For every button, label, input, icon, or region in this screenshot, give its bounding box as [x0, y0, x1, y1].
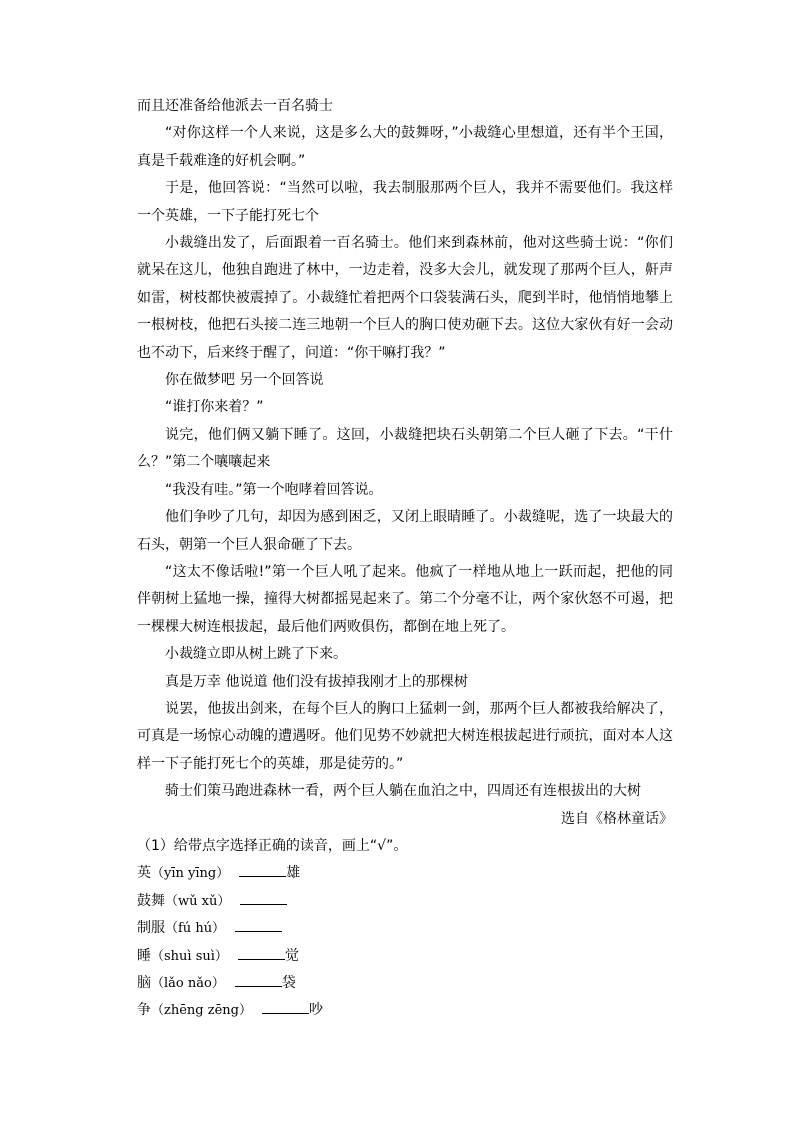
- paragraph: 而且还准备给他派去一百名骑士: [137, 98, 333, 114]
- word-suffix: 吵: [308, 1002, 323, 1019]
- source-citation: 选自《格林童话》: [561, 810, 673, 827]
- pinyin-options: （zhēng zēng）: [151, 1003, 252, 1019]
- answer-blank[interactable]: [262, 999, 309, 1014]
- paragraph: 于是，他回答说：“当然可以啦，我去制服那两个巨人，我并不需要他们。我这样一个英雄，一下子能打死七个: [137, 180, 673, 224]
- pinyin-options: （lǎo nǎo）: [151, 976, 225, 991]
- answer-blank[interactable]: [240, 890, 287, 905]
- paragraph: 说完，他们俩又躺下睡了。这回，小裁缝把块石头朝第二个巨人砸了下去。“干什么？”第二个嚷嚷起来: [137, 426, 673, 471]
- paragraph: “谁打你来着？”: [165, 399, 264, 416]
- answer-blank[interactable]: [238, 945, 285, 960]
- word: 制服: [137, 920, 165, 937]
- document-page: [137, 93, 673, 1025]
- answer-blank[interactable]: [239, 862, 286, 877]
- paragraph: 他们争吵了几句，却因为感到困乏，又闭上眼睛睡了。小裁缝呢，选了一块最大的石头，朝第一个巨人狠命砸了下去。: [137, 509, 673, 553]
- word: 英: [137, 865, 151, 882]
- question-item: [137, 888, 673, 915]
- paragraph: 说罢，他拔出剑来，在每个巨人的胸口上猛刺一剑，那两个巨人都被我给解决了，可真是一场惊心动魄的遭遇呀。他们见势不妙就把大树连根拔起进行顽抗，面对本人这样一下子能打死七个的英雄，那是徒劳的。”: [137, 700, 673, 772]
- paragraph: 骑士们策马跑进森林一看，两个巨人躺在血泊之中，四周还有连根拔出的大树: [165, 783, 641, 800]
- question-prompt: （1）给带点字选择正确的读音，画上“√”。: [137, 837, 408, 854]
- story-passage: [137, 93, 673, 806]
- answer-blank[interactable]: [235, 917, 282, 932]
- question-item: [137, 970, 673, 997]
- paragraph: “我没有哇。”第一个咆哮着回答说。: [165, 481, 383, 498]
- paragraph: “这太不像话啦!”第一个巨人吼了起来。他疯了一样地从地上一跃而起，把他的同伴朝树上猛地一操，撞得大树都摇晃起来了。第二个分毫不让，两个家伙怒不可遏，把一棵棵大树连根拔起，最后他们两败俱伤，都倒在地上死了。: [137, 563, 673, 635]
- paragraph: 小裁缝立即从树上跳了下来。: [165, 646, 347, 663]
- paragraph: 真是万幸 他说道 他们没有拔掉我刚才上的那棵树: [165, 673, 468, 690]
- paragraph: 你在做梦吧 另一个回答说: [165, 372, 324, 389]
- pinyin-options: （shuì suì）: [151, 948, 228, 964]
- word-suffix: 袋: [281, 975, 296, 991]
- question-item: [137, 915, 673, 942]
- pinyin-options: （yīn yīng）: [151, 866, 230, 882]
- word: 睡: [137, 947, 151, 964]
- pinyin-question-list: [137, 860, 673, 1024]
- question-item: [137, 943, 673, 970]
- word: 争: [137, 1002, 151, 1019]
- question-item: [137, 860, 673, 887]
- word: 脑: [137, 975, 151, 991]
- paragraph: 小裁缝出发了，后面跟着一百名骑士。他们来到森林前，他对这些骑士说：“你们就呆在这儿，他独自跑进了林中，一边走着，没多大会儿，就发现了那两个巨人，鼾声如雷，树枝都快被震掉了。小裁缝忙着把两个口袋装满石头，爬到半时，他悄悄地攀上一根树枝，他把石头接二连三地朝一个巨人的胸口使劝砸下去。这位大家伙有好一会动也不动下，后来终于醒了，问道：“你干嘛打我？”: [137, 235, 673, 361]
- answer-blank[interactable]: [235, 972, 282, 987]
- pinyin-options: （fú hú）: [165, 921, 226, 937]
- word-suffix: 雄: [286, 865, 301, 882]
- word-suffix: 觉: [284, 947, 299, 964]
- paragraph: “对你这样一个人来说，这是多么大的鼓舞呀，”小裁缝心里想道，还有半个王国，真是千载难逢的好机会啊。”: [137, 125, 673, 169]
- word: 鼓舞: [137, 892, 165, 909]
- question-item: [137, 997, 673, 1024]
- pinyin-options: （wǔ xǔ）: [165, 893, 231, 909]
